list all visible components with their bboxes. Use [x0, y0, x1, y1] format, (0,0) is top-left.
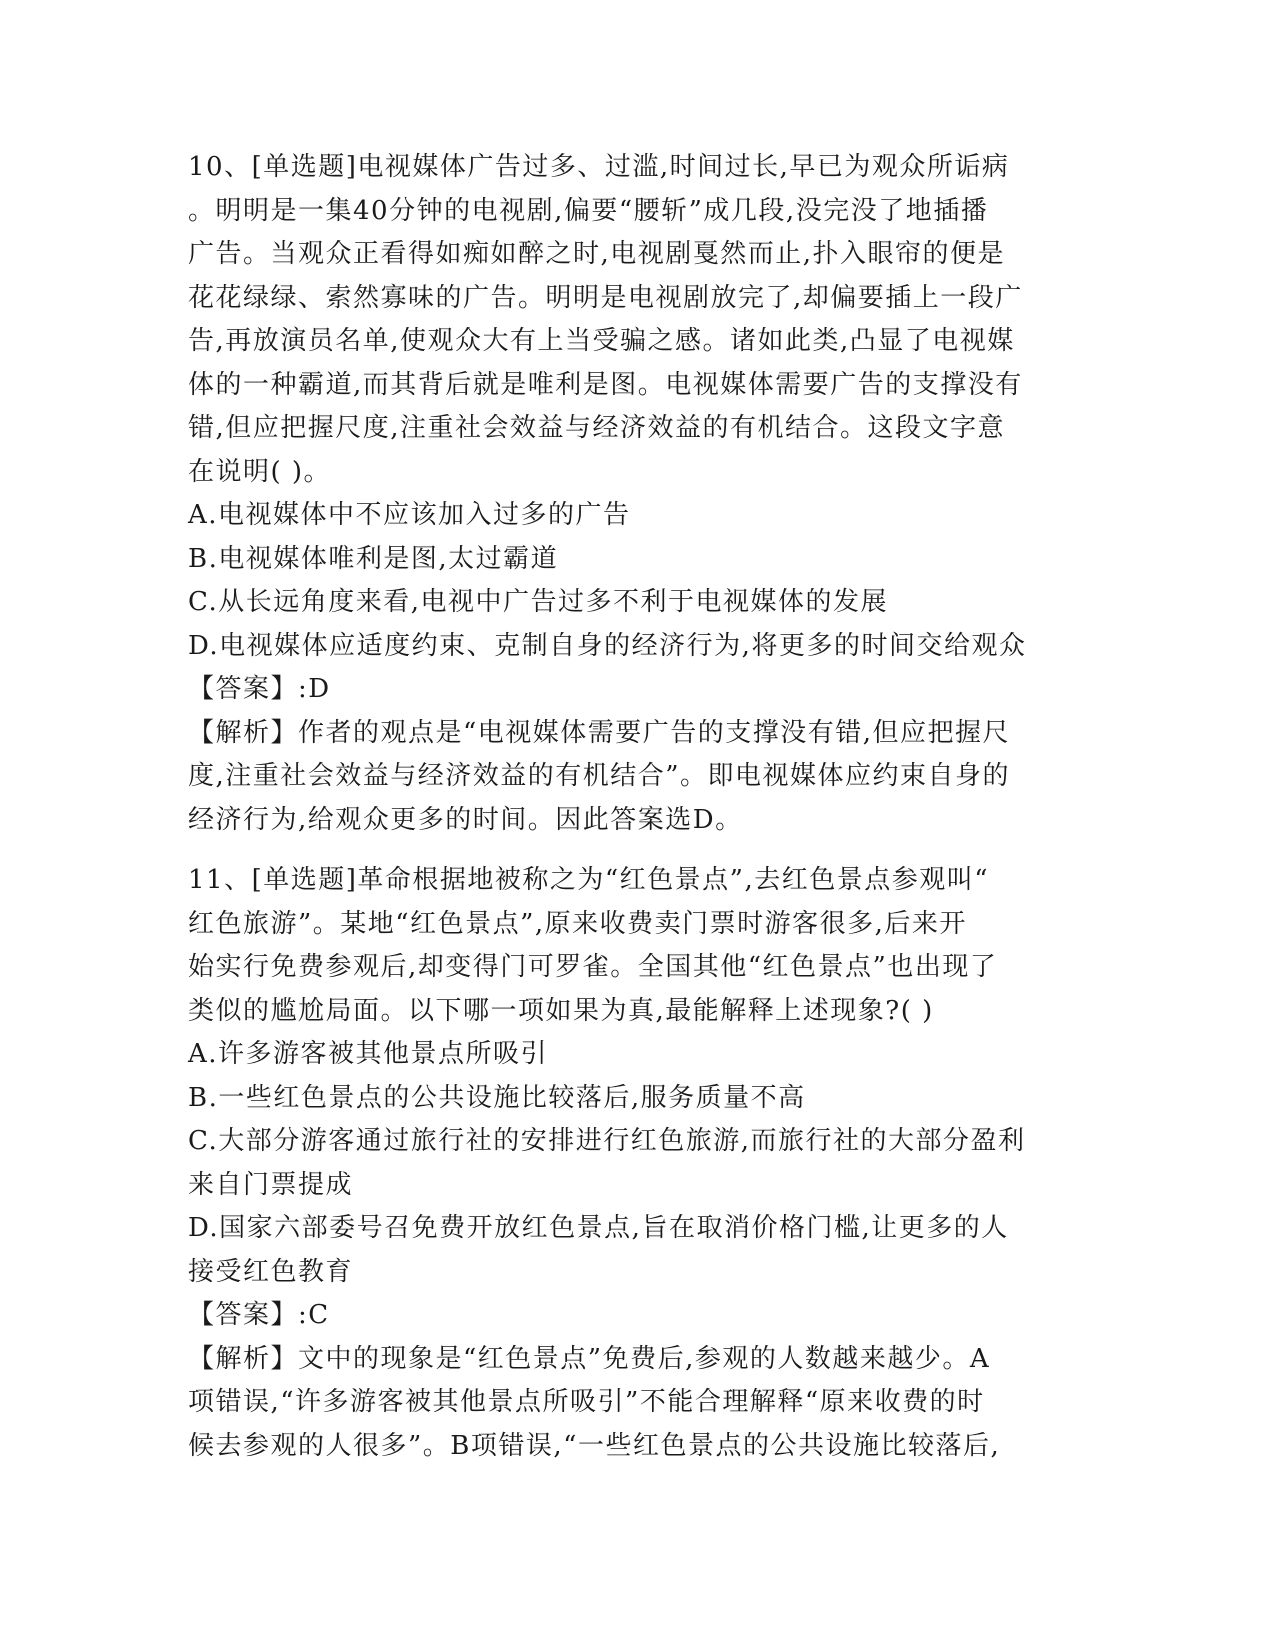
analysis: 【解析】文中的现象是“红色景点”免费后,参观的人数越来越少。A 项错误,“许多游客被其他景点所吸引”不能合理解释“原来收费的时 候去参观的人很多”。B项错误,“一些红色景点的公共设施比较落后, — [188, 1343, 1001, 1461]
option-d: D.电视媒体应适度约束、克制自身的经济行为,将更多的时间交给观众 — [188, 630, 1027, 661]
question-11 — [188, 859, 1088, 1468]
option-c: C.从长远角度来看,电视中广告过多不利于电视媒体的发展 — [188, 587, 888, 617]
option-c: C.大部分游客通过旅行社的安排进行红色旅游,而旅行社的大部分盈利 来自门票提成 — [188, 1126, 1026, 1200]
option-b: B.电视媒体唯利是图,太过霸道 — [188, 543, 559, 574]
option-b: B.一些红色景点的公共设施比较落后,服务质量不高 — [188, 1082, 806, 1113]
option-a: A.电视媒体中不应该加入过多的广告 — [188, 500, 631, 530]
question-stem: 10、[单选题]电视媒体广告过多、过滥,时间过长,早已为观众所诟病 。明明是一集40分钟的电视剧,偏要“腰斩”成几段,没完没了地插播 广告。当观众正看得如痴如醉之时,电视剧戛然而止,扑入眼帘的便是 花花绿绿、索然寡味的广告。明明是电视剧放完了,却偏要插上一段广 告,再放演员名单,使观众大有上当受骗之感。诸如此类,凸显了电视媒 体的一种霸道,而其背后就是唯利是图。电视媒体需要广告的支撑没有 错,但应把握尺度,注重社会效益与经济效益的有机结合。这段文字意 在说明( )。 — [188, 152, 1023, 487]
option-d: D.国家六部委号召免费开放红色景点,旨在取消价格门槛,让更多的人 接受红色教育 — [188, 1213, 1009, 1287]
question-divider — [188, 842, 1088, 859]
document-content — [188, 146, 1088, 1468]
answer: 【答案】:C — [188, 1300, 330, 1330]
option-a: A.许多游客被其他景点所吸引 — [188, 1039, 549, 1069]
analysis: 【解析】作者的观点是“电视媒体需要广告的支撑没有错,但应把握尺 度,注重社会效益与经济效益的有机结合”。即电视媒体应约束自身的 经济行为,给观众更多的时间。因此答案选D。 — [188, 717, 1011, 835]
question-stem: 11、[单选题]革命根据地被称之为“红色景点”,去红色景点参观叫“ 红色旅游”。某地“红色景点”,原来收费卖门票时游客很多,后来开 始实行免费参观后,却变得门可罗雀。全国其他“红色景点”也出现了 类似的尴尬局面。以下哪一项如果为真,最能解释上述现象?( ) — [188, 865, 998, 1026]
answer: 【答案】:D — [188, 674, 331, 704]
question-10 — [188, 146, 1088, 842]
